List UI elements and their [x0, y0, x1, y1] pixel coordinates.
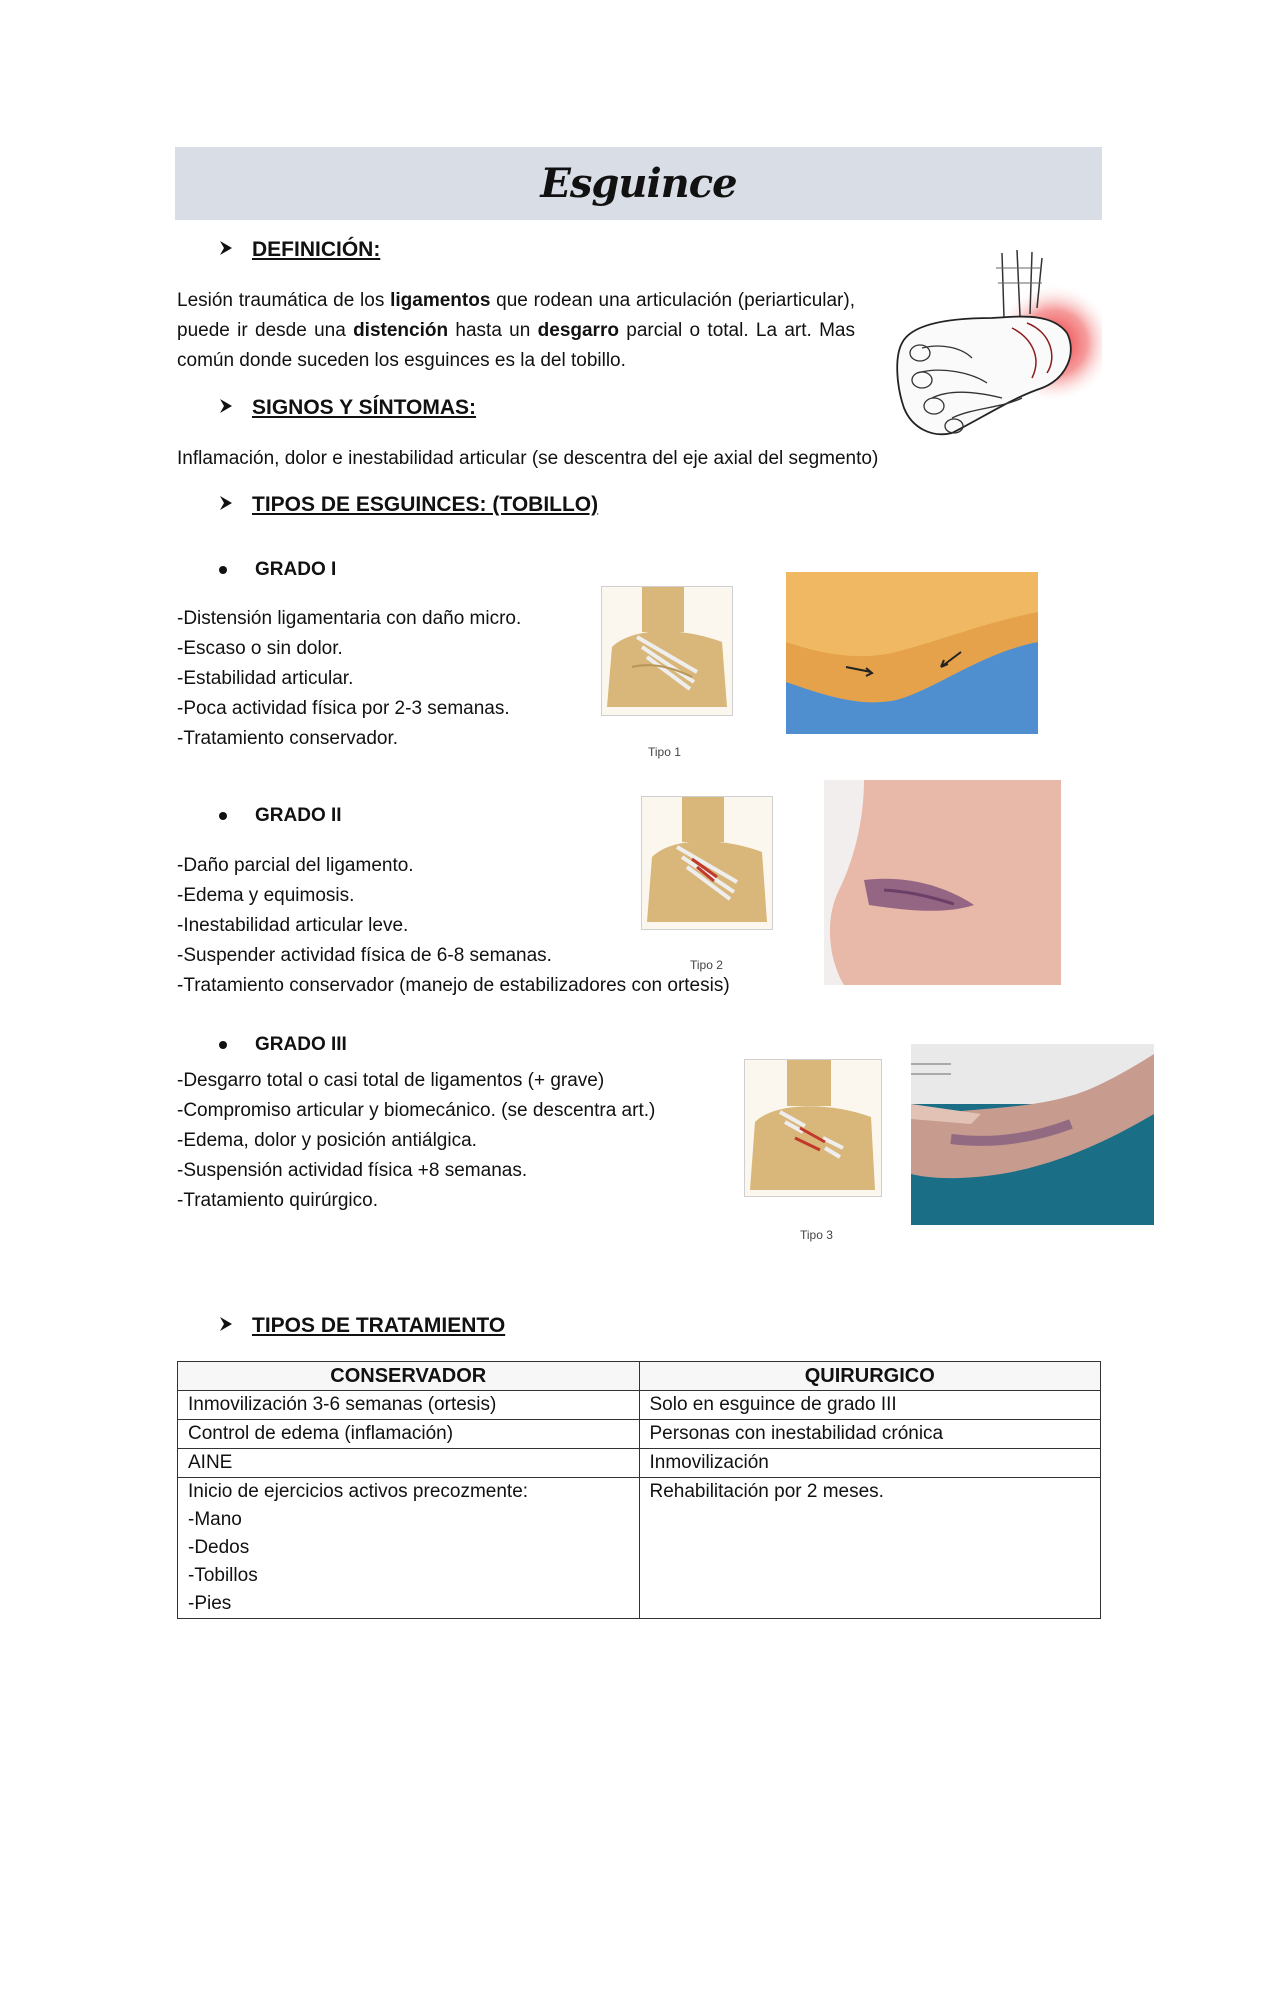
heading-signos: SIGNOS Y SÍNTOMAS: — [218, 396, 476, 420]
list-item: -Suspender actividad física de 6-8 semanas. — [177, 945, 552, 966]
title-banner — [175, 147, 1102, 220]
arrow-head-icon — [218, 495, 238, 516]
table-row — [178, 1391, 1101, 1420]
heading-definicion: DEFINICIÓN: — [218, 238, 380, 262]
photo-grado-3 — [911, 1044, 1154, 1225]
list-item: -Distensión ligamentaria con daño micro. — [177, 608, 522, 629]
photo-grado-2 — [824, 780, 1061, 985]
table-row — [178, 1420, 1101, 1449]
grado-3-list — [177, 1066, 655, 1216]
ligament-diagram-tipo-3 — [744, 1059, 882, 1197]
definicion-paragraph: Lesión traumática de los ligamentos que rodean una articulación (periarticular), puede ir desde una distención hasta un desgarro parcial o total. La art. Mas común donde suceden los esguinces es la del tobillo. — [177, 290, 855, 371]
list-item: -Desgarro total o casi total de ligamentos (+ grave) — [177, 1070, 605, 1091]
table-row — [178, 1478, 1101, 1619]
list-item: -Tratamiento quirúrgico. — [177, 1190, 378, 1211]
arrow-head-icon — [218, 240, 238, 261]
table-cell: Inmovilización — [639, 1449, 1101, 1478]
arrow-head-icon — [218, 398, 238, 419]
list-item: -Escaso o sin dolor. — [177, 638, 343, 659]
list-item: -Poca actividad física por 2-3 semanas. — [177, 698, 510, 719]
table-cell: Control de edema (inflamación) — [178, 1420, 640, 1449]
list-item: -Inestabilidad articular leve. — [177, 915, 409, 936]
table-cell: Personas con inestabilidad crónica — [639, 1420, 1101, 1449]
table-cell: Rehabilitación por 2 meses. — [639, 1478, 1101, 1619]
list-item: -Daño parcial del ligamento. — [177, 855, 414, 876]
photo-grado-1 — [786, 572, 1038, 734]
list-item: -Edema, dolor y posición antiálgica. — [177, 1130, 477, 1151]
list-item: -Tratamiento conservador. — [177, 728, 399, 749]
column-header-quirurgico: QUIRURGICO — [639, 1362, 1101, 1391]
table-row — [178, 1449, 1101, 1478]
heading-tipos: TIPOS DE ESGUINCES: (TOBILLO) — [218, 493, 598, 517]
page-title: Esguince — [540, 160, 737, 207]
bullet-icon — [219, 812, 227, 820]
list-item: -Estabilidad articular. — [177, 668, 354, 689]
bullet-icon — [219, 1041, 227, 1049]
treatment-table — [177, 1361, 1101, 1619]
column-header-conservador: CONSERVADOR — [178, 1362, 640, 1391]
table-cell: AINE — [178, 1449, 640, 1478]
grado-1-label: GRADO I — [177, 559, 336, 581]
table-cell: Inicio de ejercicios activos precozmente: -Mano -Dedos -Tobillos -Pies — [178, 1478, 640, 1619]
signos-text: Inflamación, dolor e inestabilidad articular (se descentra del eje axial del segmento) — [177, 448, 879, 469]
arrow-head-icon — [218, 1316, 238, 1337]
ligament-diagram-tipo-2 — [641, 796, 773, 930]
grado-1-list — [177, 604, 521, 754]
ligament-diagram-tipo-1 — [601, 586, 733, 716]
caption-tipo-2: Tipo 2 — [690, 958, 723, 972]
list-item: -Edema y equimosis. — [177, 885, 355, 906]
ankle-sketch-image — [892, 248, 1102, 438]
list-item: -Suspensión actividad física +8 semanas. — [177, 1160, 528, 1181]
list-item: -Compromiso articular y biomecánico. (se descentra art.) — [177, 1100, 656, 1121]
heading-tratamiento: TIPOS DE TRATAMIENTO — [218, 1314, 505, 1338]
bullet-icon — [219, 566, 227, 574]
table-cell: Solo en esguince de grado III — [639, 1391, 1101, 1420]
caption-tipo-3: Tipo 3 — [800, 1228, 833, 1242]
grado-2-label: GRADO II — [177, 805, 342, 827]
list-item: -Tratamiento conservador (manejo de estabilizadores con ortesis) — [177, 975, 730, 996]
grado-3-label: GRADO III — [177, 1034, 347, 1056]
table-header-row — [178, 1362, 1101, 1391]
caption-tipo-1: Tipo 1 — [648, 745, 681, 759]
table-cell: Inmovilización 3-6 semanas (ortesis) — [178, 1391, 640, 1420]
